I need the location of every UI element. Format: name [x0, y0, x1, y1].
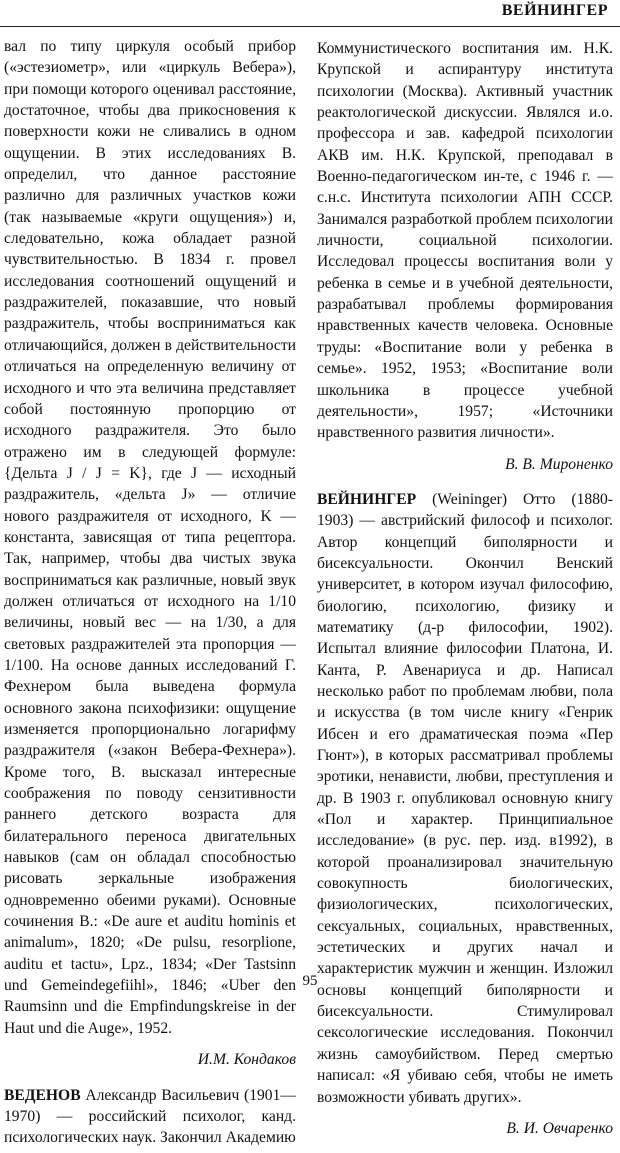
entry-vedenov — [4, 1085, 296, 1149]
headword-weininger: ВЕЙНИНГЕР — [317, 490, 417, 508]
entry-weininger — [317, 489, 613, 1108]
signature-kondakov: И.М. Кондаков — [197, 1051, 296, 1069]
page-number: 95 — [302, 973, 318, 989]
header-rule — [0, 26, 620, 27]
running-head: ВЕЙНИНГЕР — [501, 2, 608, 19]
vedenov-entry-continuation: Коммунистического воспитания им. Н.К. Крупской и аспирантуру института психологии (Москва). Активный участник реактологической дискуссии. Являлся и.о. профессора и зав. кафедрой психологии АКВ им. Н.К. Крупской, преподавал в Военно-педагогическом ин-те, с 1946 г. — с.н.с. Института психологии АПН СССР. Занимался разработкой проблем психологии личности, социальной психологии. Исследовал процессы воспитания воли у ребенка в семье и в учебной деятельности, разрабатывал проблемы формирования нравственных качеств человека. Основные труды: «Воспитание воли у ребенка в семье». 1952, 1953; «Воспитание воли школьника в процессе учебной деятельности», 1957; «Источники нравственного развития личности». — [317, 40, 613, 442]
headword-vedenov: ВЕДЕНОВ — [4, 1086, 81, 1104]
weber-entry-continuation: вал по типу циркуля особый прибор («эстезиометр», или «циркуль Вебера»), при помощи которого оценивал расстояние, достаточное, чтобы два прикосновения к поверхности кожи не сливались в одном ощущении. В этих исследованиях В. определил, что данное расстояние различно для различных участков кожи (так называемые «круги ощущения») и, следовательно, кожа обладает разной чувствительностью. В 1834 г. провел исследования соотношений ощущений и раздражителей, показавшие, что новый раздражитель, чтобы восприниматься как отличающийся, должен в действительности отличаться на определенную величину от исходного и что эта величина представляет собой постоянную пропорцию от исходного раздражителя. Это было отражено им в следующей формуле: {Дельта J / J = K}, где J — исходный раздражитель, «дельта J» — отличие нового раздражителя от исходного, K — константа, зависящая от типа рецептора. Так, например, чтобы два чистых звука восприниматься как различные, новый звук должен отличаться от исходного на 1/10 величины, новый вес — на 1/30, а для световых раздражителей эта пропорция — 1/100. На основе данных исследований Г. Фехнером была выведена формула основного закона психофизики: ощущение изменяется пропорционально логарифму раздражителя («закон Вебера-Фехнера»). Кроме того, В. высказал интересные соображения по поводу сензитивности раннего детского возраста для билатерального переноса двигательных навыков (сам он обладал способностью рисовать зеркальные изображения одновременно обеими руками). Основные сочинения В.: «De aure et auditu hominis et animalum», 1820; «De pulsu, resorplione, auditu et tactu», Lpz., 1834; «Der Tastsinn und Gemeindegefiihl», 1846; «Uber den Raumsinn und die Empfindungskreise in der Haut und die Auge», 1952. — [4, 38, 296, 1037]
signature-mironenko: В. В. Мироненко — [505, 455, 613, 473]
signature-ovcharenko: В. И. Овчаренко — [506, 1119, 613, 1137]
entry-weininger-text: (Weininger) Отто (1880-1903) — австрийский философ и психолог. Автор концепций биполярности и бисексуальности. Окончил Венский университет, в котором изучал философию, биологию, психологию, физику и математику (д-р философии, 1902). Испытал влияние философии Платона, И. Канта, Р. Авенариуса и др. Написал несколько работ по проблемам любви, пола и искусства (в том числе книгу «Генрик Ибсен и его драматическая поэма «Пер Гюнт»), в которых рассматривал проблемы эротики, ненависти, любви, преступления и др. В 1903 г. опубликовал основную книгу «Пол и характер. Принципиальное исследование» (в рус. пер. изд. в1992), в которой проанализировал значительную совокупность биологических, физиологических, психологических, сексуальных, социальных, нравственных, эстетических и других начал и характеристик мужчин и женщин. Изложил основы концепций биполярности и бисексуальности. Стимулировал сексологические исследования. Покончил жизнь самоубийством. Перед смертью написал: «Я убиваю себя, чтобы не иметь возможности убивать других». — [317, 490, 613, 1106]
entry-vedenov-text: Александр Васильевич (1901—1970) — российский психолог, канд. психологических наук. Закончил Академию — [4, 1086, 296, 1147]
